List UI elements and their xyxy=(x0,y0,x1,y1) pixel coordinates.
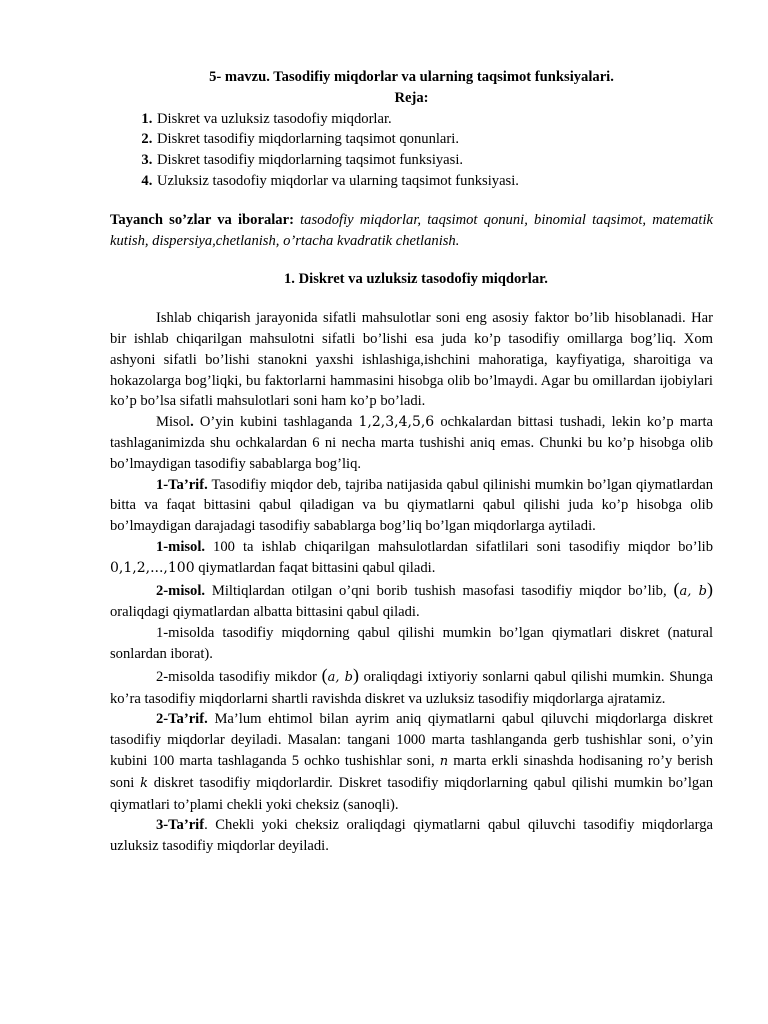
section-title: 1. Diskret va uzluksiz tasodofiy miqdorlar. xyxy=(284,271,548,288)
plan-item: 1. Diskret va uzluksiz tasodofiy miqdorlar. xyxy=(156,109,713,130)
plan-item: 4. Uzluksiz tasodofiy miqdorlar va ularning taqsimot funksiyasi. xyxy=(156,171,713,192)
paragraph-example-1: 1-misol. 100 ta ishlab chiqarilgan mahsulotlardan sifatlilari soni tasodifiy miqdor bo’lib 0,1,2,...,100 qiymatlardan faqat bittasini qabul qiladi. xyxy=(110,538,713,576)
keywords-label: Tayanch so’zlar va iboralar: xyxy=(110,211,294,228)
keywords-block xyxy=(110,210,713,252)
document-title: 5- mavzu. Tasodifiy miqdorlar va ularning taqsimot funksiyalari. xyxy=(209,69,614,85)
paragraph-intro: Ishlab chiqarish jarayonida sifatli mahsulotlar soni eng asosiy faktor bo’lib hisoblanadi. Har bir ishlab chiqarilgan mahsulotni sifatli bo’lishi esa juda ko’p tasodifiy omillarga bog’liq. Xom ashyoni sifatli bo’lishi stanokni yaxshi ishlashiga,ishchini mahoratiga, kayfiyatiga, sharoitiga va hokazolarga bog’liqki, bu faktorlarni hammasini hisobga olib bo’lmaydi. Agar bu omillardan ijobiylari ko’p bo’lsa sifatli mahsulotlari soni ham ko’p bo’ladi. xyxy=(110,310,713,410)
plan-heading: Reja: xyxy=(394,89,429,106)
paragraph-example-1-note: 1-misolda tasodifiy miqdorning qabul qilishi mumkin bo’lgan qiymatlari diskret (natural sonlardan iborat). xyxy=(110,625,713,662)
paragraph-definition-3: 3-Ta’rif. Chekli yoki cheksiz oraliqdagi qiymatlarni qabul qiluvchi tasodifiy miqdorlarga uzluksiz tasodifiy miqdorlar deyiladi. xyxy=(110,817,713,855)
plan-item: 2. Diskret tasodifiy miqdorlarning taqsimot qonunlari. xyxy=(156,129,713,150)
paragraph-definition-2: 2-Ta’rif. Ma’lum ehtimol bilan ayrim aniq qiymatlarni qabul qiluvchi miqdorlarga diskret tasodifiy miqdorlar deyiladi. Masalan: tangani 1000 marta tashlanganda gerb tushishlar soni, o’yin kubini 100 marta tashlaganda 5 ochko tushishlar soni, n marta erkli sinashda hodisaning ro’y berish soni k diskret tasodifiy miqdorlardir. Diskret tasodifiy miqdorlarning qabul qilishi mumkin bo’lgan qiymatlari to’plami chekli yoki cheksiz (sanoqli). xyxy=(110,711,714,813)
math-variable: n xyxy=(439,753,449,769)
paragraph-example-2-note: 2-misolda tasodifiy mikdor (a, b) oraliqdagi ixtiyoriy sonlarni qabul qilishi mumkin. Shunga ko’ra tasodifiy miqdorlarni shartli ravishda diskret va uzluksiz tasodifiy miqdorlarga ajratamiz. xyxy=(110,664,713,707)
paragraph-definition-1: 1-Ta’rif. Tasodifiy miqdor deb, tajriba natijasida qabul qilinishi mumkin bo’lgan qiymatlardan bitta va faqat bittasini qabul qiladigan va bu qiymatlarni qabul qilishi juda ko’p hisobga olib bo’lmaydigan darajadagi tasodifiy sabablarga bog’liq bo’lgan miqdorlarga aytiladi. xyxy=(110,476,713,535)
math-expression: a, b xyxy=(679,583,707,599)
paragraph-misol: Misol. O’yin kubini tashlaganda 1,2,3,4,5,6 ochkalardan bittasi tushadi, lekin ko’p marta tashlaganimizda shu ochkalardan 6 ni necha marta tushishi aniq emas. Chunki bu ko’p hisobga olib bo’lmaydigan tasodifiy sabablarga bog’liq. xyxy=(110,414,713,472)
paragraph-example-2: 2-misol. Miltiqlardan otilgan o’qni borib tushish masofasi tasodifiy miqdor bo’lib, (a, b) oraliqdagi qiymatlardan albatta bittasini qabul qiladi. xyxy=(110,578,713,621)
document-body xyxy=(110,67,713,857)
math-expression: a, b xyxy=(327,669,353,685)
math-expression: 0,1,2,...,100 xyxy=(110,559,195,576)
math-variable: k xyxy=(140,775,149,791)
plan-item: 3. Diskret tasodifiy miqdorlarning taqsimot funksiyasi. xyxy=(156,150,713,171)
keywords-text: tasodofiy miqdorlar, taqsimot qonuni, binomial taqsimot, matematik kutish, dispersiya,chetlanish, o’rtacha kvadratik chetlanish. xyxy=(110,211,713,249)
plan-list xyxy=(110,109,713,192)
math-expression: 1,2,3,4,5,6 xyxy=(358,414,435,431)
